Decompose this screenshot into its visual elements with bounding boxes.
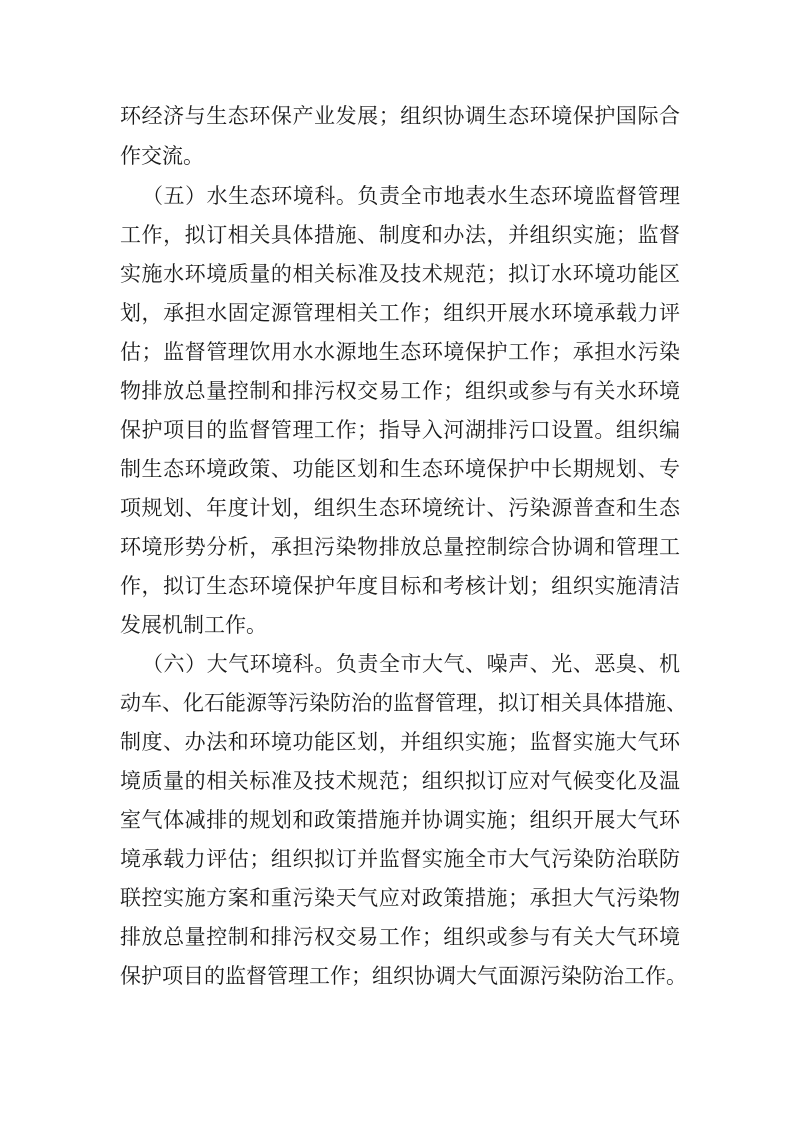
text-line: 联控实施方案和重污染天气应对政策措施；承担大气污染物 bbox=[120, 886, 680, 910]
text-line: 发展机制工作。 bbox=[120, 613, 267, 637]
text-line: 环经济与生态环保产业发展；组织协调生态环境保护国际合 bbox=[120, 104, 680, 128]
text-line: 环境形势分析，承担污染物排放总量控制综合协调和管理工 bbox=[120, 535, 680, 559]
text-line: 估；监督管理饮用水水源地生态环境保护工作；承担水污染 bbox=[120, 340, 680, 364]
section-heading-line: （五）水生态环境科。负责全市地表水生态环境监督管理 bbox=[142, 184, 680, 208]
text-line: 排放总量控制和排污权交易工作；组织或参与有关大气环境 bbox=[120, 925, 680, 949]
text-line: 境质量的相关标准及技术规范；组织拟订应对气候变化及温 bbox=[120, 769, 680, 793]
text-line: 动车、化石能源等污染防治的监督管理，拟订相关具体措施、 bbox=[120, 691, 687, 715]
text-line: 制生态环境政策、功能区划和生态环境保护中长期规划、专 bbox=[120, 457, 680, 481]
text-line: 保护项目的监督管理工作；组织协调大气面源污染防治工作。 bbox=[120, 964, 687, 988]
text-line: 实施水环境质量的相关标准及技术规范；拟订水环境功能区 bbox=[120, 262, 680, 286]
text-line: 室气体减排的规划和政策措施并协调实施；组织开展大气环 bbox=[120, 808, 680, 832]
text-line: 项规划、年度计划，组织生态环境统计、污染源普查和生态 bbox=[120, 496, 680, 520]
text-line: 保护项目的监督管理工作；指导入河湖排污口设置。组织编 bbox=[120, 418, 680, 442]
text-line: 物排放总量控制和排污权交易工作；组织或参与有关水环境 bbox=[120, 379, 680, 403]
text-line: 作，拟订生态环境保护年度目标和考核计划；组织实施清洁 bbox=[120, 574, 680, 598]
text-line: 划，承担水固定源管理相关工作；组织开展水环境承载力评 bbox=[120, 301, 680, 325]
text-line: 作交流。 bbox=[120, 144, 204, 168]
text-line: 境承载力评估；组织拟订并监督实施全市大气污染防治联防 bbox=[120, 847, 680, 871]
section-heading-line: （六）大气环境科。负责全市大气、噪声、光、恶臭、机 bbox=[142, 652, 680, 676]
text-line: 制度、办法和环境功能区划，并组织实施；监督实施大气环 bbox=[120, 730, 680, 754]
text-line: 工作，拟订相关具体措施、制度和办法，并组织实施；监督 bbox=[120, 223, 680, 247]
